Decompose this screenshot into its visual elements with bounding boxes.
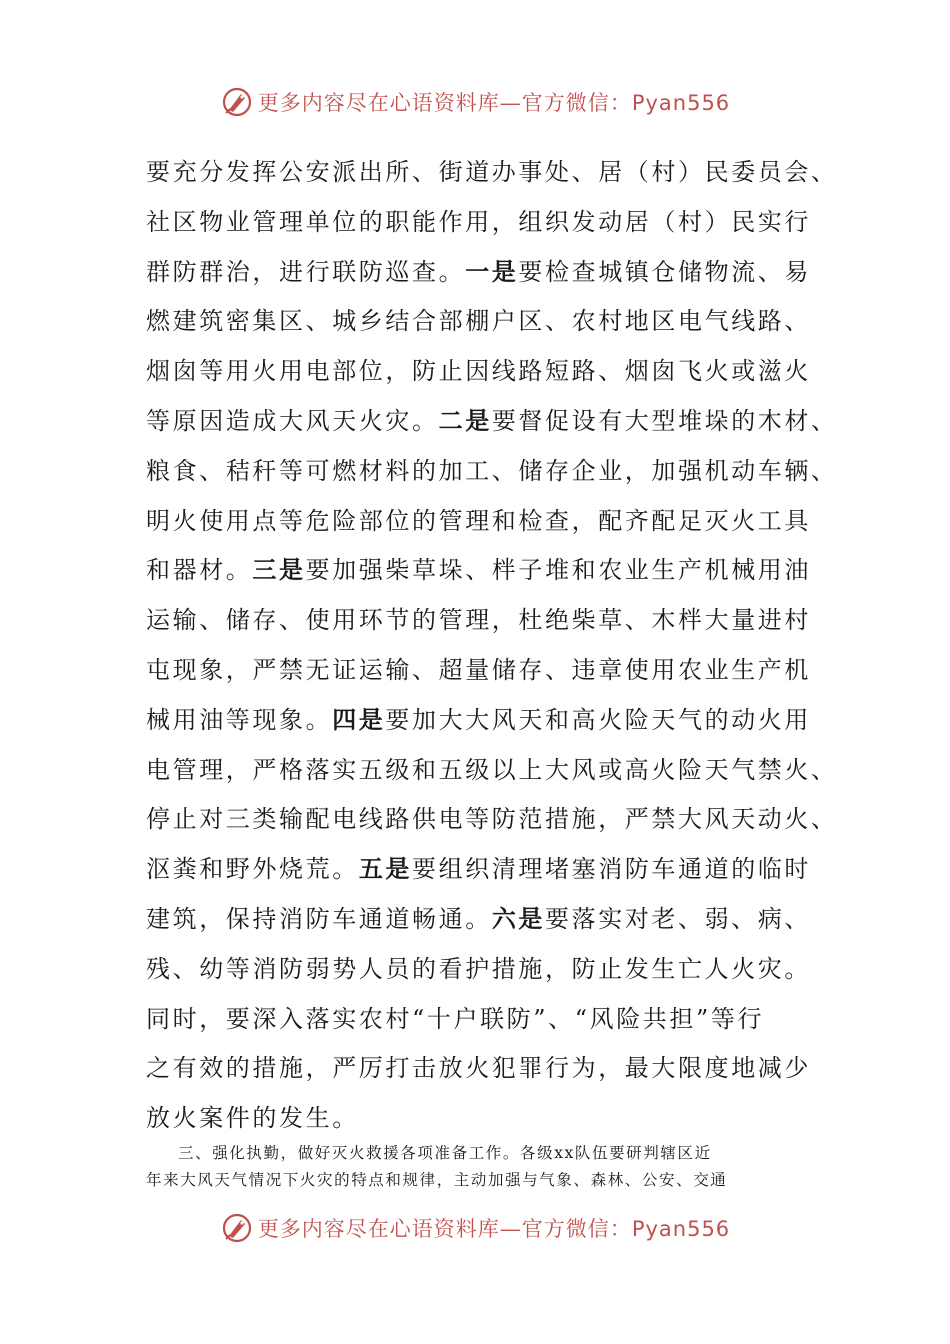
footer-banner-text: 更多内容尽在心语资料库—官方微信：Pyan556 <box>257 1217 731 1241</box>
text-line: 沤粪和野外烧荒。五是要组织清理堵塞消防车通道的临时 <box>146 855 812 884</box>
pen-nib-logo-icon <box>220 1211 254 1245</box>
text-line: 放火案件的发生。 <box>146 1104 359 1133</box>
text-line: 要充分发挥公安派出所、街道办事处、居（村）民委员会、 <box>146 158 838 186</box>
text-line: 和器材。三是要加强柴草垛、柈子堆和农业生产机械用油 <box>146 556 812 585</box>
header-banner-text: 更多内容尽在心语资料库—官方微信：Pyan556 <box>257 91 731 115</box>
document-body <box>146 148 838 1144</box>
text-line: 明火使用点等危险部位的管理和检查，配齐配足灭火工具 <box>146 506 811 535</box>
enumeration-marker: 三是 <box>252 556 306 585</box>
wechat-id: Pyan556 <box>631 91 731 115</box>
footer-banner <box>0 1208 950 1248</box>
section-three-text <box>146 1140 806 1194</box>
enumeration-marker: 六是 <box>491 904 546 933</box>
enumeration-marker: 一是 <box>465 257 519 286</box>
text-line: 群防群治，进行联防巡查。一是要检查城镇仓储物流、易 <box>146 257 812 286</box>
text-line: 同时，要深入落实农村“十户联防”、“风险共担”等行 <box>146 1004 765 1033</box>
text-line: 燃建筑密集区、城乡结合部棚户区、农村地区电气线路、 <box>146 307 811 336</box>
text-line: 烟囱等用火用电部位，防止因线路短路、烟囱飞火或滋火 <box>146 357 811 386</box>
text-line: 停止对三类输配电线路供电等防范措施，严禁大风天动火、 <box>146 805 838 834</box>
wechat-id: Pyan556 <box>631 1217 731 1241</box>
text-line: 社区物业管理单位的职能作用，组织发动居（村）民实行 <box>146 207 811 236</box>
header-banner <box>0 82 950 122</box>
text-line: 建筑，保持消防车通道畅通。六是要落实对老、弱、病、 <box>146 904 812 933</box>
text-line: 电管理，严格落实五级和五级以上大风或高火险天气禁火、 <box>146 755 838 784</box>
text-line: 之有效的措施，严厉打击放火犯罪行为，最大限度地减少 <box>146 1054 811 1083</box>
text-line: 屯现象，严禁无证运输、超量储存、违章使用农业生产机 <box>146 655 811 684</box>
enumeration-marker: 五是 <box>358 855 413 884</box>
pen-nib-logo-icon <box>220 85 254 119</box>
enumeration-marker: 四是 <box>332 705 386 734</box>
section-line: 年来大风天气情况下火灾的特点和规律，主动加强与气象、森林、公安、交通 <box>146 1171 728 1189</box>
text-line: 械用油等现象。四是要加大大风天和高火险天气的动火用 <box>146 705 812 734</box>
text-line: 残、幼等消防弱势人员的看护措施，防止发生亡人火灾。 <box>146 954 811 983</box>
text-line: 等原因造成大风天火灾。二是要督促设有大型堆垛的木材、 <box>146 406 838 435</box>
enumeration-marker: 二是 <box>438 406 492 435</box>
text-line: 粮食、秸秆等可燃材料的加工、储存企业，加强机动车辆、 <box>146 456 838 485</box>
text-line: 运输、储存、使用环节的管理，杜绝柴草、木柈大量进村 <box>146 606 811 635</box>
section-line: 三、强化执勤，做好灭火救援各项准备工作。各级xx队伍要研判辖区近 <box>178 1144 712 1162</box>
